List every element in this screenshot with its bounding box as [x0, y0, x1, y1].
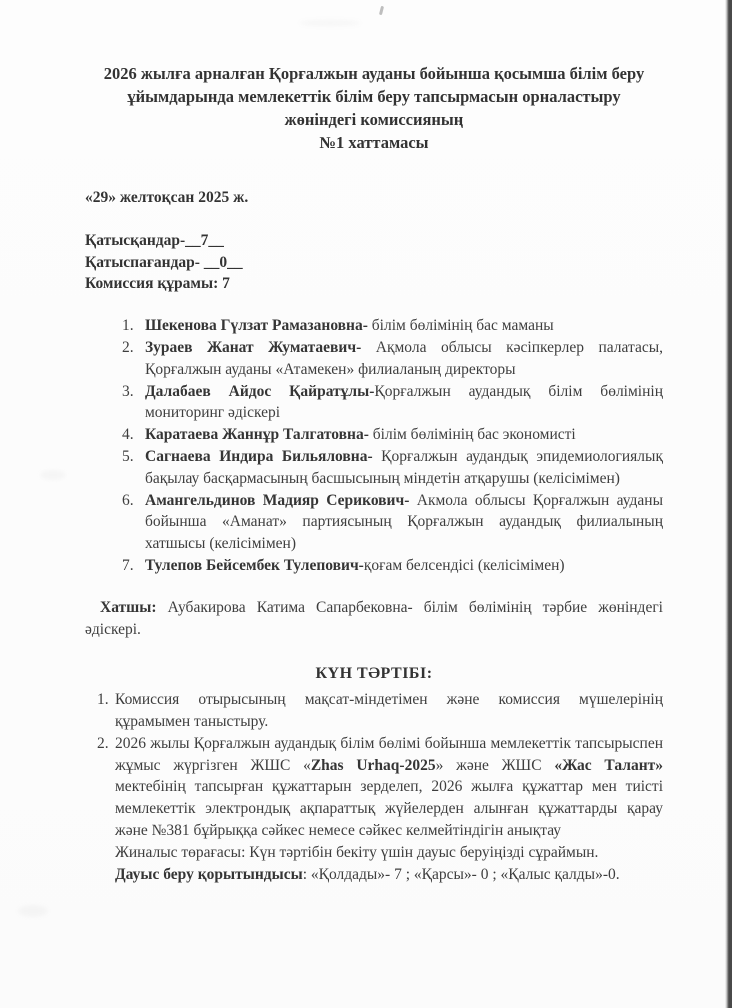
member-text — [145, 381, 663, 425]
vote-result-values: : «Қолдады»- 7 ; «Қарсы»- 0 ; «Қалыс қалды»-0. — [302, 865, 620, 883]
agenda-text-run: мектебінің тапсырған құжаттарын зерделеп, 2026 жылға құжаттар мен тиісті мемлекеттік электрондық ақпараттық жүйелерден алынған құжаттарды қарау және №381 бұйрыққа сәйкес немесе сәйкес келмейтіндігін анықтау — [115, 778, 663, 839]
scan-smudge — [40, 470, 66, 480]
scan-smudge — [18, 905, 48, 917]
member-number: 6. — [122, 491, 134, 509]
agenda-heading: КҮН ТӘРТІБІ: — [315, 665, 433, 683]
title-line-2: ұйымдарында мемлекеттік білім беру тапсырмасын орналастыру — [127, 87, 621, 106]
member-number: 1. — [122, 317, 134, 335]
member-role: Ақмола облысы кәсіпкерлер палатасы, Қорғалжын ауданы «Атамекен» филиаланың директоры — [145, 338, 664, 378]
commission-members-list — [85, 315, 663, 577]
secretary-paragraph — [85, 597, 663, 641]
member-number: 7. — [122, 556, 134, 574]
member-name: Шекенова Гүлзат Рамазановна- — [145, 317, 368, 335]
member-name: Зураев Жанат Жуматаевич- — [145, 338, 362, 356]
member-role: қоғам белсендісі (келісімімен) — [363, 556, 565, 574]
member-number: 3. — [122, 382, 134, 400]
member-item — [85, 446, 663, 490]
member-text — [145, 315, 663, 337]
member-name: Далабаев Айдос Қайратұлы- — [145, 382, 375, 400]
org-name-zhas-talant: «Жас Талант» — [554, 756, 663, 774]
member-item — [85, 315, 663, 337]
member-role: Қорғалжын аудандық білім бөлімінің мониторинг әдіскері — [145, 382, 663, 422]
agenda-text-run: » және ЖШС — [435, 756, 555, 774]
vote-result-line — [115, 864, 663, 886]
agenda-item-2-body — [115, 735, 663, 839]
member-number: 4. — [122, 426, 134, 444]
document-content — [85, 0, 663, 885]
agenda-item-number: 2. — [97, 734, 109, 752]
member-role: Қорғалжын аудандық эпидемиологиялық бақылау басқармасының басшысының міндетін атқарушы (келісімімен) — [145, 447, 663, 487]
member-role: Акмола облысы Қорғалжын ауданы бойынша «Аманат» партиясының Қорғалжын аудандық филиалының хатшысы (келісімімен) — [145, 491, 663, 553]
stat-commission-size: Комиссия құрамы: 7 — [85, 275, 230, 293]
org-name-zhas-urhaq: Zhas Urhaq-2025 — [310, 756, 436, 774]
member-text — [145, 424, 663, 446]
member-name: Сагнаева Индира Бильяловна- — [145, 447, 373, 465]
agenda-item-number: 1. — [97, 691, 109, 709]
agenda-item-text — [115, 733, 663, 886]
member-text — [145, 555, 663, 577]
title-line-3: жөніндегі комиссияның — [284, 110, 464, 129]
agenda-item-text: Комиссия отырысының мақсат-міндетімен және комиссия мүшелерінің құрамымен таныстыру. — [115, 691, 663, 730]
member-text — [145, 490, 663, 555]
agenda-text-run: 2026 жылы Қорғалжын аудандық білім бөлімі бойынша мемлекеттік тапсырыспен жұмыс жүргізген ЖШС « — [115, 734, 663, 774]
secretary-label: Хатшы: — [100, 598, 157, 616]
agenda-list — [85, 689, 663, 885]
scan-edge-shadow — [725, 0, 732, 1008]
document-title — [85, 62, 663, 154]
agenda-item-1 — [85, 689, 663, 733]
member-number: 2. — [122, 338, 134, 356]
member-name: Амангельдинов Мадияр Серикович- — [145, 491, 410, 509]
member-text — [145, 446, 663, 490]
member-role: білім бөлімінің бас экономисті — [368, 426, 576, 444]
stat-attended: Қатысқандар-__7__ — [85, 231, 224, 249]
secretary-text: Аубакирова Катима Сапарбековна- білім бөлімінің тәрбие жөніндегі әдіскері. — [85, 598, 663, 638]
stat-absent: Қатыспағандар- __0__ — [85, 253, 243, 271]
member-number: 5. — [122, 447, 134, 465]
attendance-stats — [85, 230, 663, 295]
agenda-item-2 — [85, 733, 663, 886]
chair-statement: Жиналыс төрағасы: Күн тәртібін бекіту үшін дауыс беруіңізді сұраймын. — [115, 843, 599, 861]
member-item — [85, 490, 663, 555]
member-name: Тулепов Бейсембек Тулепович- — [145, 556, 364, 574]
member-item — [85, 381, 663, 425]
member-item — [85, 555, 663, 577]
member-name: Каратаева Жаннұр Талгатовна- — [145, 426, 369, 444]
member-item — [85, 337, 663, 381]
member-item — [85, 424, 663, 446]
vote-result-label: Дауыс беру қорытындысы — [115, 865, 303, 883]
title-line-1: 2026 жылға арналған Қорғалжын ауданы бойынша қосымша білім беру — [103, 64, 645, 83]
title-line-4: №1 хаттамасы — [319, 133, 429, 152]
member-role: білім бөлімінің бас маманы — [367, 317, 554, 335]
protocol-date: «29» желтоқсан 2025 ж. — [85, 189, 249, 206]
member-text — [145, 337, 663, 381]
